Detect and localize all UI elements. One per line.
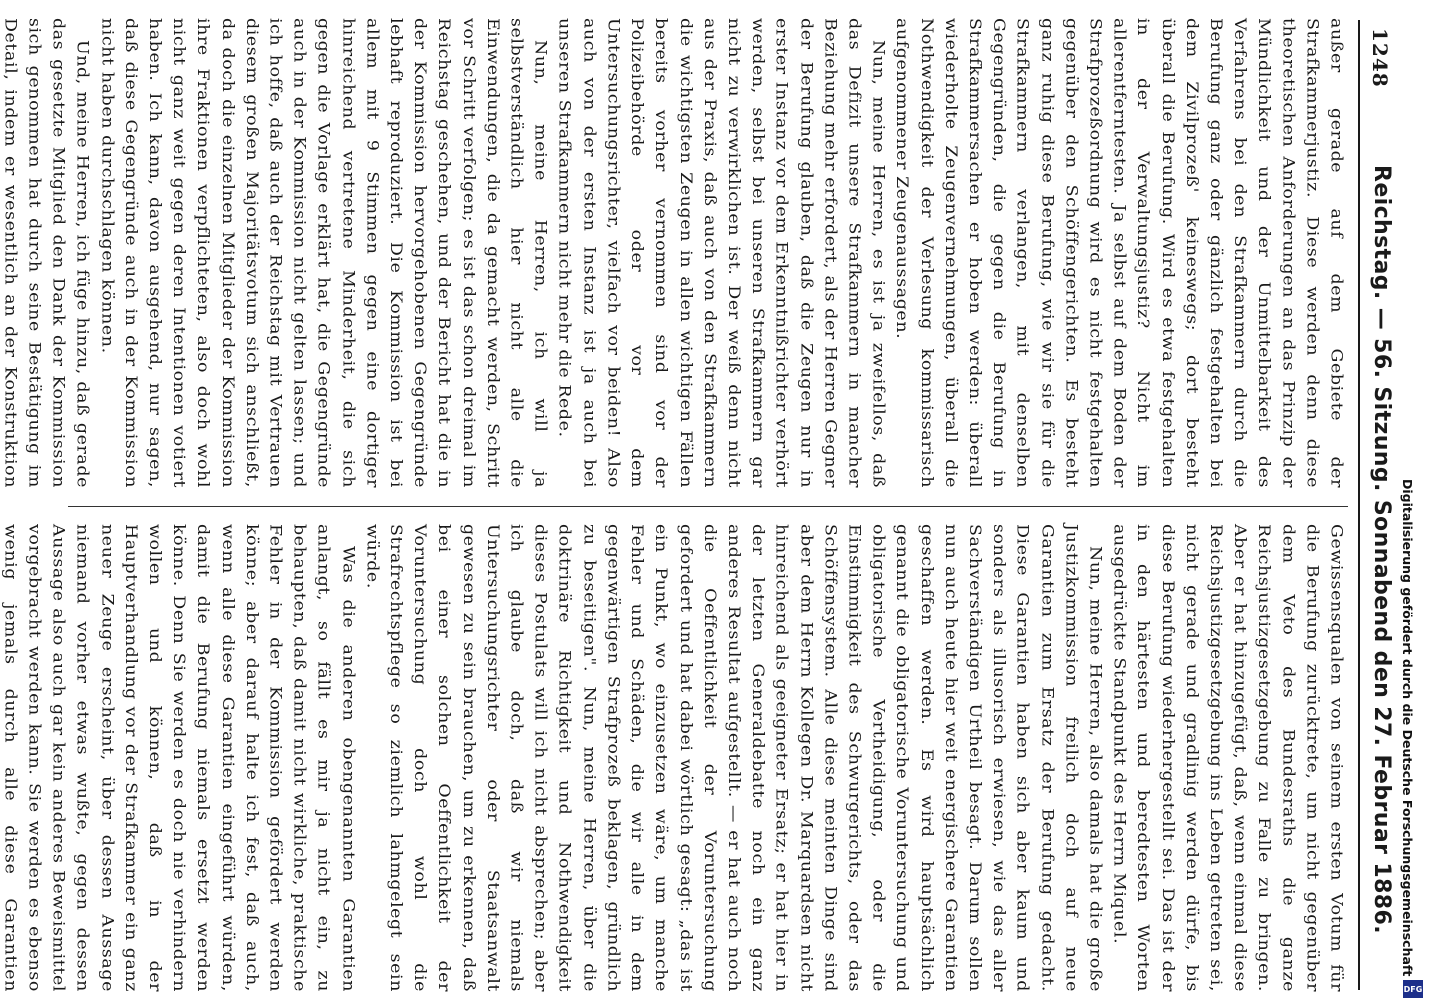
paragraph: außer gerade auf dem Gebiete der Strafkammerjustiz. Diese werden denn diese theoretischen Anforderungen an das Prinzip der Mündlichkeit und der Unmittelbarkeit des Verfahrens bei den Strafkammern durch die Berufung ganz oder gänzlich festgehalten bei dem Zivilprozeß' keineswegs; dort besteht überall die Berufung. Wird es etwa festgehalten in der Verwaltungsjustiz? Nicht im allerentferntesten. Ja selbst auf dem Boden der Strafprozeßordnung wird es nicht festgehalten gegenüber den Schöffengerichten. Es besteht ganz ruhig diese Berufung, wie wir sie für die Strafkammern verlangen, mit denselben Gegengründen, die gegen die Berufung in Strafkammersachen er hoben werden: überall wiederholte Zeugenvernehmungen, überall die Nothwendigkeit der Verlesung kommissarisch aufgenommener Zeugenaussagen. (892, 18, 1346, 488)
credit-text: Digitalisierung gefördert durch die Deutsche Forschungsgemeinschaft (1400, 478, 1415, 976)
digitization-credit (1400, 478, 1427, 1000)
paragraph: Und, meine Herren, ich füge hinzu, daß gerade das gesetzte Mitglied den Dank der Kommission sich genommen hat durch seine Bestätigung im Detail, indem er wesentlich an der Konstruktion (0, 18, 92, 488)
dfg-logo: DFG (1403, 980, 1423, 998)
right-column (0, 524, 1348, 992)
header-rule (1358, 20, 1360, 990)
paragraph: Nun, meine Herren, also damals hat die große Justizkommission freilich doch auf neue Garantien zum Ersatz der Berufung gedacht. Diese Garantien haben sich aber kaum und sonders als illusorisch erwiesen, wie das aller Sachverständigen Urtheil besagt. Darum sollen nun auch heute hier weit energischere Garantien geschaffen werden. Es wird hauptsächlich genannt die obligatorische Voruntersuchung und obligatorische Vertheidigung, oder die Einstimmigkeit des Schwurgerichts, oder das Schöffensystem. Alle diese meinten Dinge sind aber dem Herrn Kollegen Dr. Marquardsen nicht hinreichend als geeigneter Ersatz; er hat hier in der letzten Generaldebatte noch ein ganz anderes Resultat aufgestellt. — er hat auch noch die Oeffentlichkeit der Voruntersuchung gefordert und hat dabei wörtlich gesagt: „das ist ein Punkt, wo einzusetzen wäre, um manche Fehler und Schäden, die wir alle in dem gegenwärtigen Strafprozeß beklagen, gründlich zu beseitigen". Nun, meine Herren, über die doktrinäre Richtigkeit und Nothwendigkeit dieses Postulats will ich nicht absprechen; aber ich glaube doch, daß wir niemals Untersuchungsrichter oder Staatsanwalt gewesen zu sein brauchen, um zu erkennen, daß bei einer solchen Oeffentlichkeit der Voruntersuchung doch wohl die Strafrechtspflege so ziemlich lahmgelegt sein würde. (362, 524, 1105, 992)
paragraph: Nun, meine Herren, ich will ja selbstverständlich hier nicht alle die Einwendungen, die da gemacht werden, Schritt vor Schritt verfolgen; es ist das schon dreimal im Reichstag geschehen, und der Bericht hat die in der Kommission hervorgehobenen Gegengründe lebhaft reproduziert. Die Kommission ist bei allem mit 9 Stimmen gegen eine dortiger hinreichend vertretene Minderheit, die sich gegen die Vorlage erklärt hat, die Gegengründe auch in der Kommission nicht gelten lassen; und ich hoffe, daß auch der Reichstag mit Vertrauen diesem großen Majoritätsvotum sich anschließt, da doch die einzelnen Mitglieder der Kommission ihre Fraktionen verpflichteten, also doch wohl nicht ganz weit gegen deren Intentionen votiert haben. Ich kann, davon ausgehend, nur sagen, daß diese Gegengründe auch in der Kommission nicht haben durchschlagen können. (97, 18, 550, 488)
paragraph: Gewissensqualen von seinem ersten Votum für die Berufung zurücktrete, um nicht gegenüber dem Veto des Bundesraths die ganze Reichsjustizgesetzgebung zu Falle zu bringen. Aber er hat hinzugefügt, daß, wenn einmal diese Reichsjustizgesetzgebung ins Leben getreten sei, nicht gerade und gradlinig werden dürfe, bis diese Berufung wiederhergestellt sei. Das ist der in den härtesten und beredtesten Worten ausgedrückte Standpunkt des Herrn Miquel. (1109, 524, 1346, 992)
page-number: 1248 (1368, 28, 1392, 88)
running-head: Reichstag. — 56. Sitzung. Sonnabend den 27. Februar 1886. (1369, 165, 1394, 934)
column-divider (68, 506, 1348, 507)
paragraph: Was die anderen obengenannten Garantien anlangt, so fällt es mir ja nicht ein, zu behaupten, daß damit nicht wirkliche, praktische Fehler in der Kommission gefördert werden könne; aber darauf halte ich fest, daß auch, wenn alle diese Garantien eingeführt würden, damit die Berufung niemals ersetzt werden könne. Denn Sie werden es doch nie verhindern wollen und können, daß in der Hauptverhandlung vor der Strafkammer ein ganz neuer Zeuge erscheint, über dessen Aussage niemand vorher etwas wußte, gegen dessen Aussage also auch gar kein anderes Beweismittel vorgebracht werden kann. Sie werden es ebenso wenig jemals durch alle diese Garantien (0, 524, 357, 992)
left-column (0, 18, 1348, 488)
paragraph: Nun, meine Herren, es ist ja zweifellos, daß das Defizit unsere Strafkammern in mancher Beziehung mehr erfordert, als der Herren Gegner der Berufung glauben, daß die Zeugen nur in erster Instanz vor dem Erkenntnißrichter verhört werden, selbst bei unseren Strafkammern gar nicht zu verwirklichen ist. Der weiß denn nicht aus der Praxis, daß auch von den Strafkammern die wichtigsten Zeugen in allen wichtigen Fällen bereits vorher vernommen sind vor der Polizeibehörde oder vor dem Untersuchungsrichter, vielfach vor beiden! Also auch von der ersten Instanz ist ja auch bei unseren Strafkammern nicht mehr die Rede. (555, 18, 888, 488)
